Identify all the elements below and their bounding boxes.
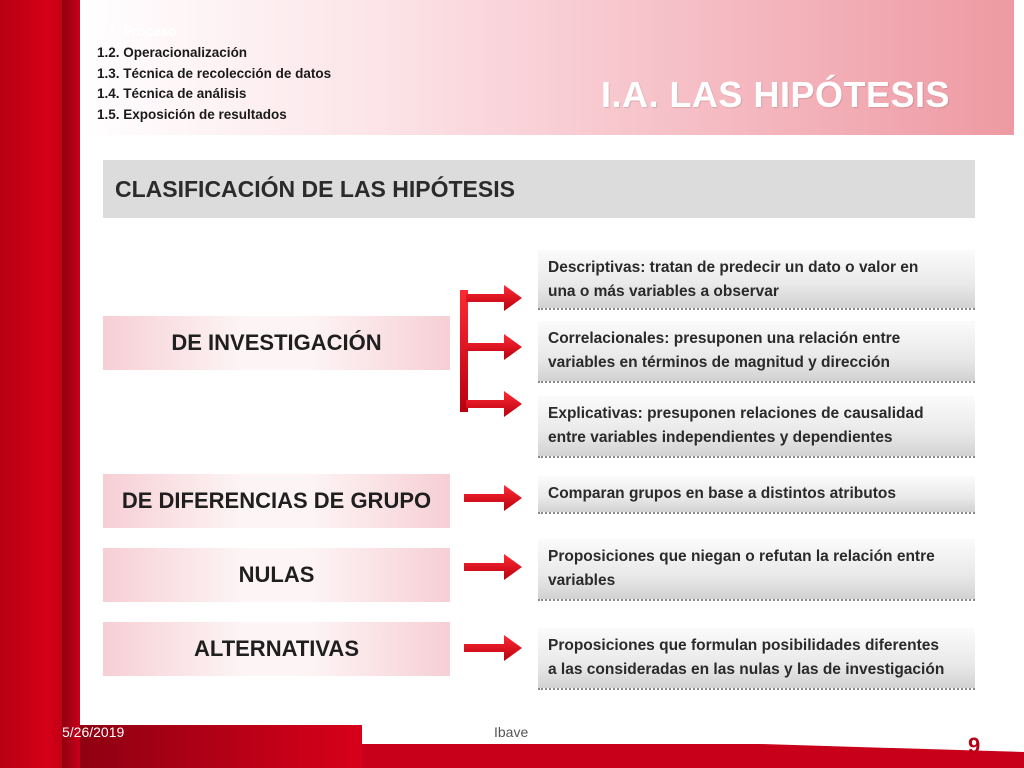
toc-item: 1.3. Técnica de recolección de datos — [97, 65, 332, 81]
section-title: CLASIFICACIÓN DE LAS HIPÓTESIS — [115, 175, 515, 202]
right-arrow-icon — [464, 485, 522, 511]
desc-line: a las consideradas en las nulas y las de investigación — [548, 661, 945, 678]
category-nulas: NULAS — [103, 548, 450, 602]
desc-descriptivas — [538, 250, 975, 310]
desc-line: Descriptivas: tratan de predecir un dato o valor en — [548, 259, 919, 276]
desc-line: entre variables independientes y dependientes — [548, 429, 893, 446]
desc-nulas — [538, 539, 975, 601]
desc-line: Comparan grupos en base a distintos atributos — [548, 485, 896, 502]
category-diferencias-grupo: DE DIFERENCIAS DE GRUPO — [103, 474, 450, 528]
category-investigacion: DE INVESTIGACIÓN — [103, 316, 450, 370]
desc-line: variables en términos de magnitud y dirección — [548, 354, 890, 371]
footer-author: Ibave — [494, 724, 529, 740]
desc-line: Correlacionales: presuponen una relación entre — [548, 330, 901, 347]
toc-item: 1.4. Técnica de análisis — [97, 86, 247, 102]
toc-item: 1.1. Proceso — [97, 24, 177, 39]
desc-line: una o más variables a observar — [548, 283, 779, 300]
desc-line: Explicativas: presuponen relaciones de causalidad — [548, 405, 924, 422]
bracket-arrow-icon — [460, 285, 522, 417]
desc-alternativas — [538, 628, 975, 690]
toc-item: 1.5. Exposición de resultados — [97, 107, 287, 123]
desc-diferencias-grupo — [538, 476, 975, 514]
toc-item: 1.2. Operacionalización — [97, 44, 248, 60]
category-alternativas: ALTERNATIVAS — [103, 622, 450, 676]
slide-title: I.A. LAS HIPÓTESIS — [600, 74, 950, 115]
desc-correlacionales — [538, 321, 975, 383]
page-number: 9 — [968, 733, 981, 758]
desc-explicativas — [538, 396, 975, 458]
footer-date: 5/26/2019 — [62, 724, 125, 740]
desc-line: variables — [548, 572, 616, 589]
desc-line: Proposiciones que niegan o refutan la relación entre — [548, 548, 935, 565]
desc-line: Proposiciones que formulan posibilidades diferentes — [548, 637, 940, 654]
right-arrow-icon — [464, 554, 522, 580]
right-arrow-icon — [464, 635, 522, 661]
footer-swoosh — [362, 744, 1024, 768]
